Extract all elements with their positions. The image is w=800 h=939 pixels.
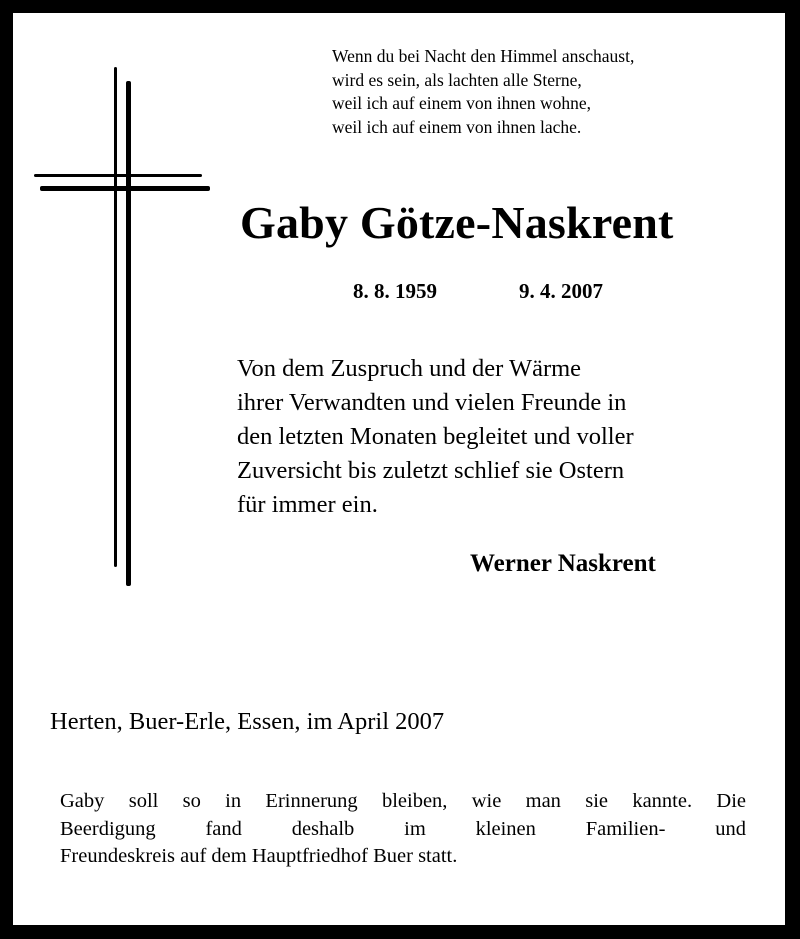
note-line: Freundeskreis auf dem Hauptfriedhof Buer statt. xyxy=(60,845,458,867)
funeral-note xyxy=(60,788,746,871)
poem-line: Wenn du bei Nacht den Himmel anschaust, xyxy=(332,46,635,66)
main-paragraph xyxy=(237,352,634,522)
death-date: 9. 4. 2007 xyxy=(519,279,603,303)
signer-name: Werner Naskrent xyxy=(470,550,656,577)
birth-date: 8. 8. 1959 xyxy=(353,279,437,303)
note-line: Gaby soll so in Erinnerung bleiben, wie man sie kannte. Die xyxy=(60,790,746,812)
paragraph-line: für immer ein. xyxy=(237,491,378,518)
paragraph-line: ihrer Verwandten und vielen Freunde in xyxy=(237,389,627,416)
place-date: Herten, Buer-Erle, Essen, im April 2007 xyxy=(50,708,445,735)
paragraph-line: den letzten Monaten begleitet und voller xyxy=(237,423,634,450)
poem xyxy=(332,45,634,139)
paragraph-line: Zuversicht bis zuletzt schlief sie Ostern xyxy=(237,457,625,484)
paragraph-line: Von dem Zuspruch und der Wärme xyxy=(237,355,582,382)
note-line: Beerdigung fand deshalb im kleinen Familien- und xyxy=(60,817,746,840)
poem-line: weil ich auf einem von ihnen lache. xyxy=(332,116,582,137)
poem-line: weil ich auf einem von ihnen wohne, xyxy=(332,93,592,113)
poem-line: wird es sein, als lachten alle Sterne, xyxy=(332,69,582,90)
deceased-name: Gaby Götze-Naskrent xyxy=(240,197,674,248)
